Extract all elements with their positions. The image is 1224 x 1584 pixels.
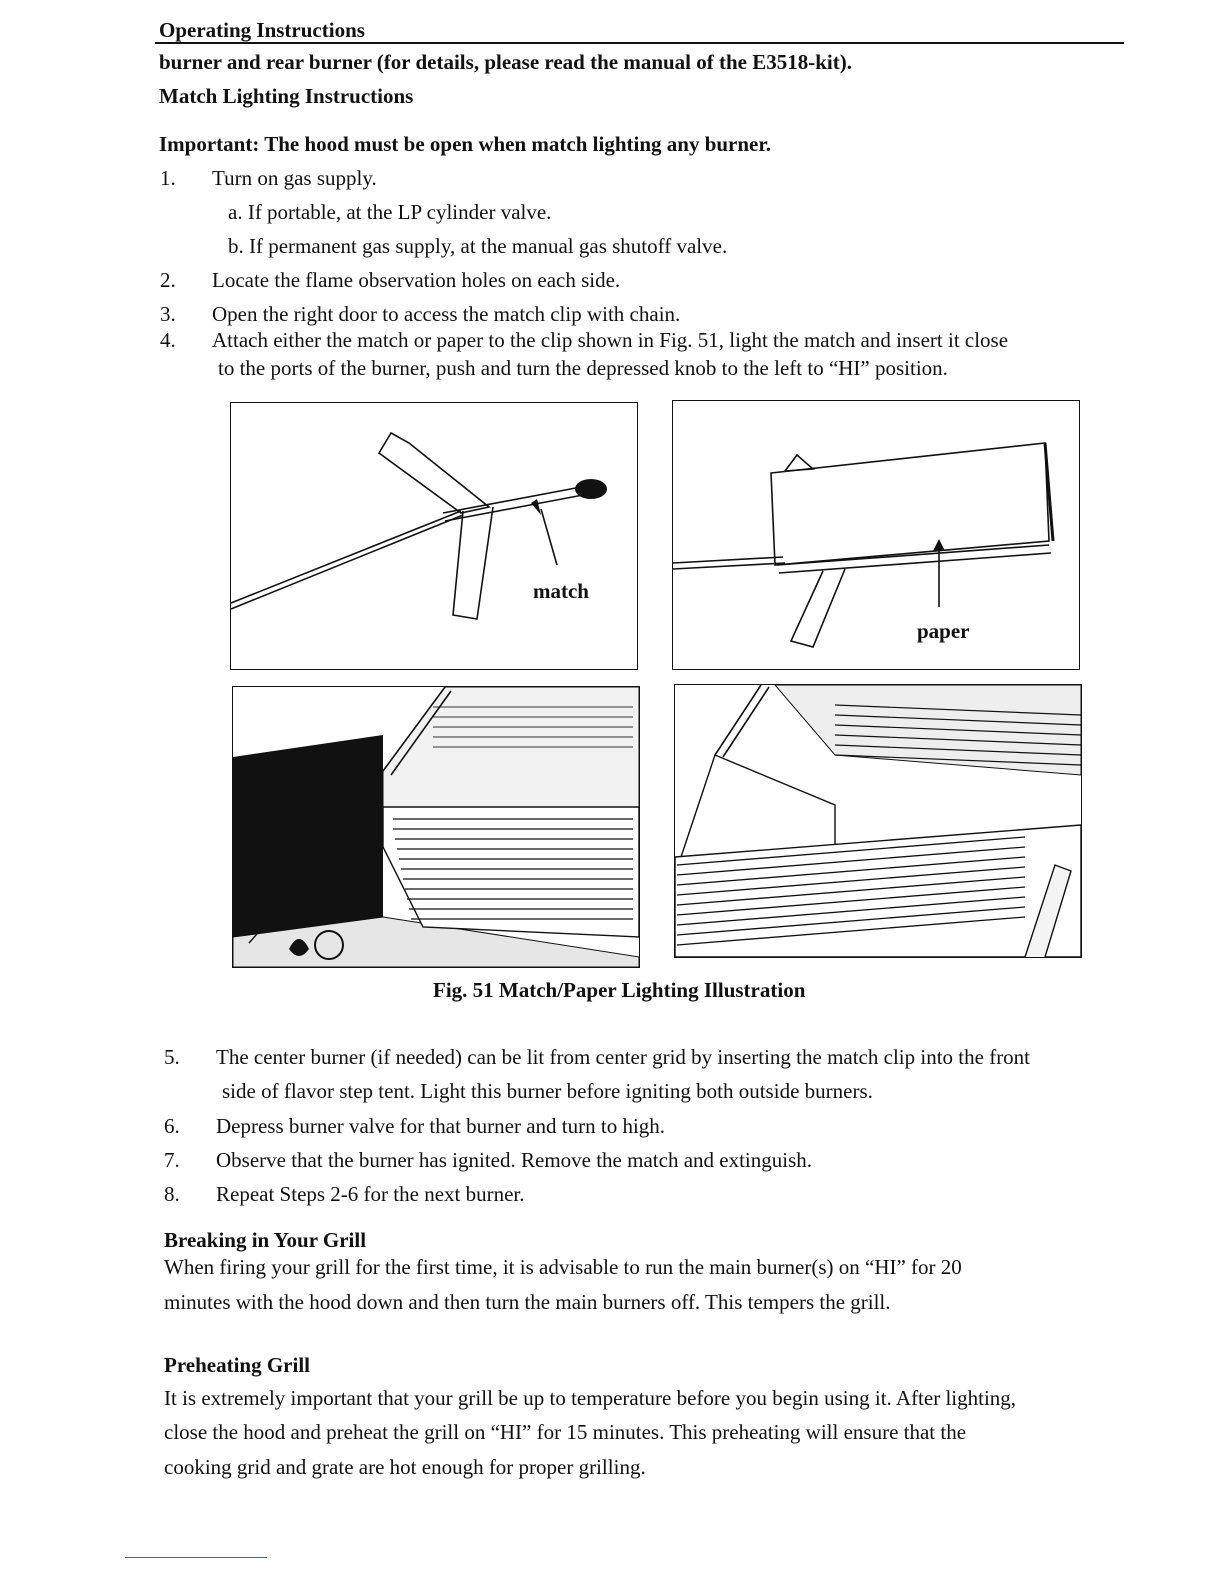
paragraph-line: It is extremely important that your grill be up to temperature before you begin using it. After lighting, [164, 1386, 1017, 1410]
section-title-match-lighting: Match Lighting Instructions [159, 84, 414, 108]
paragraph-line: minutes with the hood down and then turn the main burners off. This tempers the grill. [164, 1290, 891, 1314]
continued-text: burner and rear burner (for details, please read the manual of the E3518-kit). [159, 50, 852, 74]
step-number: 2. [160, 268, 176, 292]
match-clip-illustration [231, 403, 637, 669]
label-match: match [533, 579, 589, 603]
paragraph-line: When firing your grill for the first time, it is advisable to run the main burner(s) on “HI” for 20 [164, 1255, 962, 1279]
grill-right-illustration [675, 685, 1081, 957]
paragraph-line: close the hood and preheat the grill on “HI” for 15 minutes. This preheating will ensure that the [164, 1420, 967, 1444]
header-divider [155, 42, 1124, 44]
section-title-breaking-in: Breaking in Your Grill [164, 1228, 367, 1252]
step-number: 5. [164, 1045, 180, 1069]
label-paper: paper [917, 619, 970, 643]
step-text-continued: to the ports of the burner, push and turn the depressed knob to the left to “HI” position. [218, 356, 948, 380]
figure-panel-grill-left [232, 686, 640, 968]
figure-caption: Fig. 51 Match/Paper Lighting Illustration [433, 978, 806, 1002]
paper-clip-illustration [673, 401, 1079, 669]
step-number: 3. [160, 302, 176, 326]
figure-panel-paper-clip [672, 400, 1080, 670]
section-title-preheating: Preheating Grill [164, 1353, 311, 1377]
step-number: 7. [164, 1148, 180, 1172]
step-text-continued: side of flavor step tent. Light this burner before igniting both outside burners. [222, 1079, 873, 1103]
step-number: 6. [164, 1114, 180, 1138]
step-text: The center burner (if needed) can be lit from center grid by inserting the match clip into the front [216, 1045, 1031, 1069]
grill-left-illustration [233, 687, 639, 967]
figure-panel-grill-right [674, 684, 1082, 958]
important-note: Important: The hood must be open when match lighting any burner. [159, 132, 772, 156]
step-text: Open the right door to access the match clip with chain. [212, 302, 681, 326]
step-number: 8. [164, 1182, 180, 1206]
figure-panel-match-clip [230, 402, 638, 670]
step-number: 4. [160, 328, 176, 352]
page-header-title: Operating Instructions [159, 18, 365, 42]
step-text: Observe that the burner has ignited. Remove the match and extinguish. [216, 1148, 813, 1172]
footer-rule [125, 1557, 267, 1558]
step-number: 1. [160, 166, 176, 190]
step-subtext: b. If permanent gas supply, at the manual gas shutoff valve. [228, 234, 728, 258]
step-subtext: a. If portable, at the LP cylinder valve. [228, 200, 552, 224]
step-text: Turn on gas supply. [212, 166, 377, 190]
step-text: Attach either the match or paper to the clip shown in Fig. 51, light the match and insert it close [212, 328, 1009, 352]
step-text: Repeat Steps 2-6 for the next burner. [216, 1182, 525, 1206]
step-text: Locate the flame observation holes on each side. [212, 268, 621, 292]
paragraph-line: cooking grid and grate are hot enough for proper grilling. [164, 1455, 646, 1479]
step-text: Depress burner valve for that burner and turn to high. [216, 1114, 666, 1138]
